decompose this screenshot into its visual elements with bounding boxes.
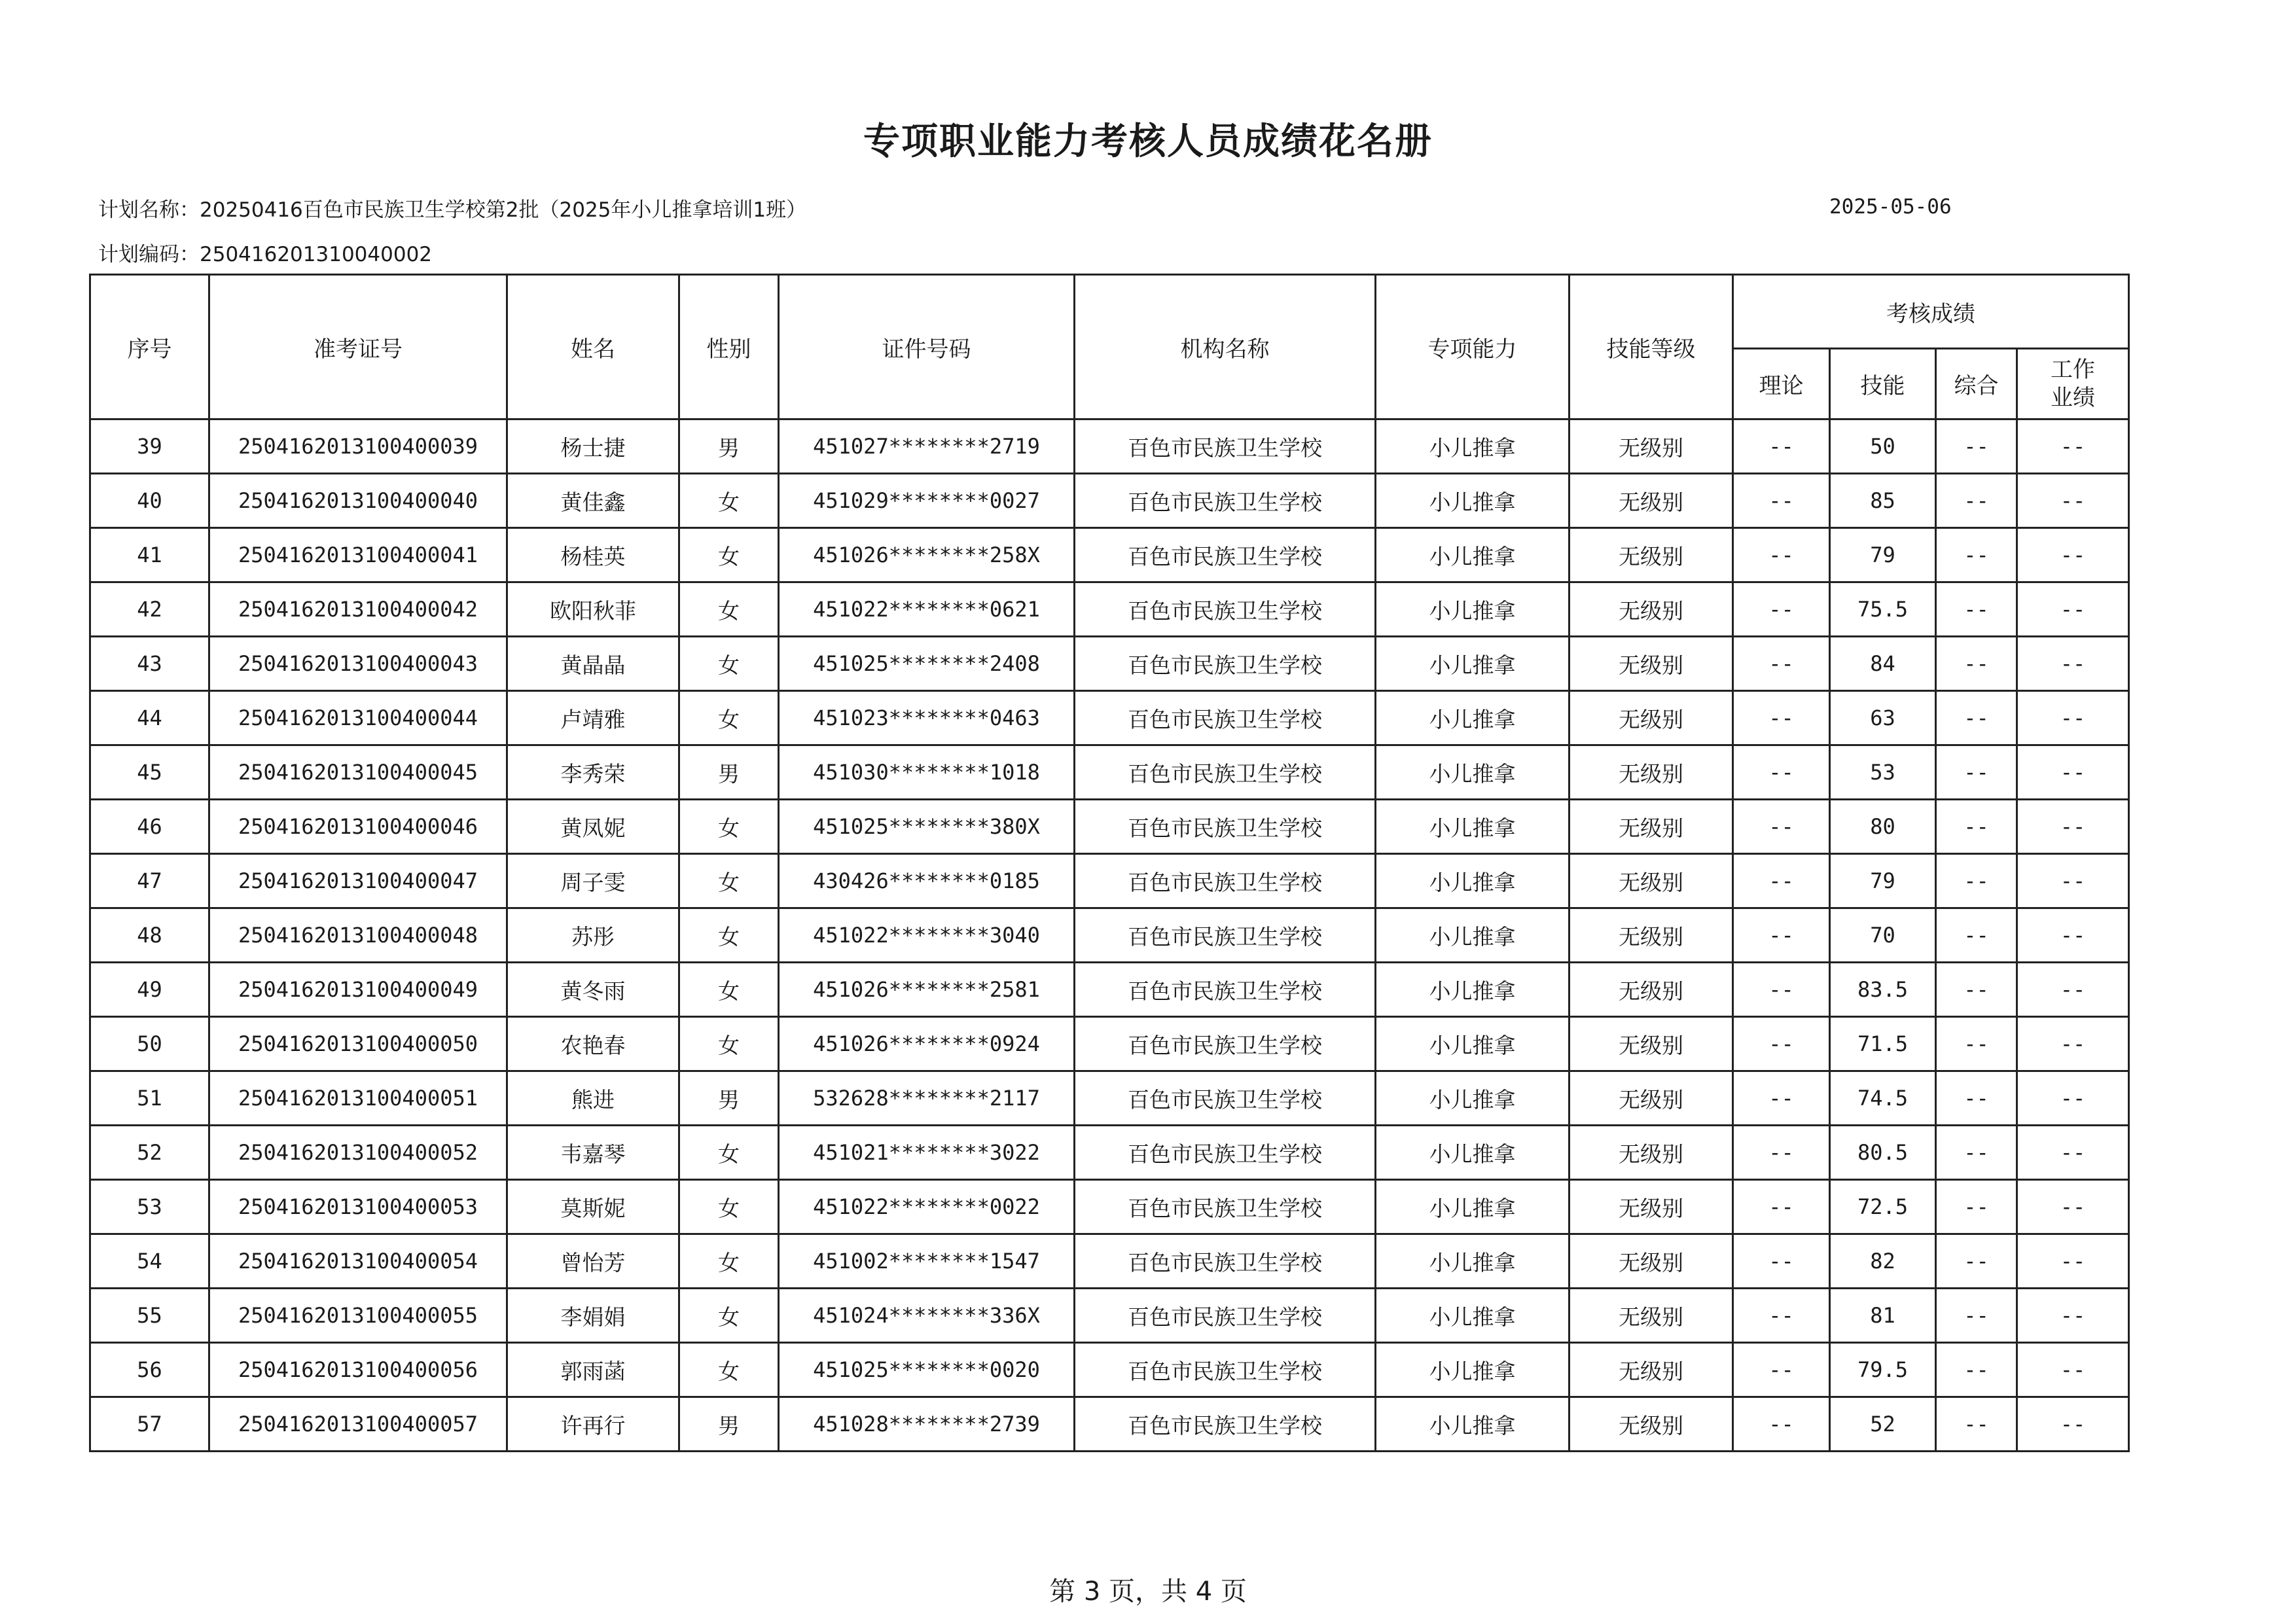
cell-overall: -- [1936,1071,2017,1126]
cell-gender: 女 [679,1017,779,1071]
cell-name: 郭雨菡 [507,1343,679,1397]
cell-name: 黄佳鑫 [507,474,679,528]
cell-skill-level: 无级别 [1570,1180,1733,1234]
cell-id-number: 451026********258X [779,528,1075,582]
cell-name: 欧阳秋菲 [507,582,679,637]
cell-practice: 63 [1830,691,1936,745]
header-id-number: 证件号码 [779,275,1075,419]
cell-work-performance: -- [2017,745,2129,800]
cell-skill-level: 无级别 [1570,854,1733,908]
cell-overall: -- [1936,691,2017,745]
cell-name: 李秀荣 [507,745,679,800]
cell-skill-level: 无级别 [1570,800,1733,854]
cell-gender: 女 [679,582,779,637]
cell-gender: 女 [679,1126,779,1180]
cell-practice: 80 [1830,800,1936,854]
cell-organization: 百色市民族卫生学校 [1075,800,1376,854]
cell-seq: 43 [90,637,209,691]
cell-ticket: 2504162013100400043 [209,637,507,691]
cell-name: 莫斯妮 [507,1180,679,1234]
cell-work-performance: -- [2017,1234,2129,1289]
cell-organization: 百色市民族卫生学校 [1075,1289,1376,1343]
cell-skill-level: 无级别 [1570,1289,1733,1343]
table-row [90,1234,2129,1289]
cell-gender: 女 [679,908,779,963]
cell-gender: 女 [679,854,779,908]
cell-id-number: 451026********0924 [779,1017,1075,1071]
cell-seq: 53 [90,1180,209,1234]
cell-theory: -- [1733,637,1830,691]
cell-work-performance: -- [2017,908,2129,963]
header-skill-level: 技能等级 [1570,275,1733,419]
cell-id-number: 451026********2581 [779,963,1075,1017]
header-special-skill: 专项能力 [1376,275,1570,419]
table-row [90,1180,2129,1234]
document-title: 专项职业能力考核人员成绩花名册 [863,120,1433,163]
cell-ticket: 2504162013100400041 [209,528,507,582]
header-gender: 性别 [679,275,779,419]
cell-organization: 百色市民族卫生学校 [1075,854,1376,908]
cell-gender: 男 [679,1071,779,1126]
header-name: 姓名 [507,275,679,419]
cell-overall: -- [1936,963,2017,1017]
cell-id-number: 451022********0022 [779,1180,1075,1234]
cell-theory: -- [1733,1234,1830,1289]
cell-special-skill: 小儿推拿 [1376,1180,1570,1234]
cell-seq: 44 [90,691,209,745]
table-row [90,745,2129,800]
cell-theory: -- [1733,1180,1830,1234]
cell-theory: -- [1733,908,1830,963]
cell-theory: -- [1733,1289,1830,1343]
header-work-line1: 工作 [2051,357,2095,383]
cell-ticket: 2504162013100400057 [209,1397,507,1452]
cell-ticket: 2504162013100400050 [209,1017,507,1071]
cell-work-performance: -- [2017,474,2129,528]
cell-seq: 41 [90,528,209,582]
cell-name: 黄凤妮 [507,800,679,854]
cell-practice: 71.5 [1830,1017,1936,1071]
plan-date: 2025-05-06 [1829,195,1952,219]
cell-theory: -- [1733,854,1830,908]
cell-work-performance: -- [2017,800,2129,854]
cell-seq: 56 [90,1343,209,1397]
cell-theory: -- [1733,800,1830,854]
header-work-line2: 业绩 [2051,384,2095,411]
cell-overall: -- [1936,1343,2017,1397]
cell-organization: 百色市民族卫生学校 [1075,528,1376,582]
cell-name: 熊进 [507,1071,679,1126]
cell-special-skill: 小儿推拿 [1376,800,1570,854]
table-row [90,854,2129,908]
cell-organization: 百色市民族卫生学校 [1075,963,1376,1017]
cell-id-number: 451025********0020 [779,1343,1075,1397]
cell-overall: -- [1936,528,2017,582]
cell-seq: 55 [90,1289,209,1343]
cell-organization: 百色市民族卫生学校 [1075,1071,1376,1126]
cell-ticket: 2504162013100400048 [209,908,507,963]
cell-ticket: 2504162013100400047 [209,854,507,908]
cell-special-skill: 小儿推拿 [1376,1397,1570,1452]
cell-theory: -- [1733,528,1830,582]
cell-gender: 女 [679,800,779,854]
table-row [90,1071,2129,1126]
cell-overall: -- [1936,1397,2017,1452]
cell-seq: 57 [90,1397,209,1452]
cell-ticket: 2504162013100400044 [209,691,507,745]
cell-work-performance: -- [2017,1126,2129,1180]
cell-work-performance: -- [2017,1343,2129,1397]
cell-theory: -- [1733,1071,1830,1126]
cell-practice: 53 [1830,745,1936,800]
cell-theory: -- [1733,1126,1830,1180]
roster-body [90,419,2129,1452]
cell-theory: -- [1733,474,1830,528]
cell-practice: 79.5 [1830,1343,1936,1397]
header-overall: 综合 [1936,349,2017,419]
cell-skill-level: 无级别 [1570,582,1733,637]
cell-practice: 72.5 [1830,1180,1936,1234]
cell-special-skill: 小儿推拿 [1376,1071,1570,1126]
cell-skill-level: 无级别 [1570,419,1733,474]
cell-theory: -- [1733,963,1830,1017]
cell-seq: 47 [90,854,209,908]
cell-theory: -- [1733,582,1830,637]
cell-overall: -- [1936,854,2017,908]
cell-work-performance: -- [2017,1397,2129,1452]
cell-work-performance: -- [2017,691,2129,745]
cell-skill-level: 无级别 [1570,1126,1733,1180]
cell-overall: -- [1936,1289,2017,1343]
cell-theory: -- [1733,1343,1830,1397]
cell-organization: 百色市民族卫生学校 [1075,908,1376,963]
cell-special-skill: 小儿推拿 [1376,1343,1570,1397]
cell-skill-level: 无级别 [1570,1234,1733,1289]
cell-skill-level: 无级别 [1570,474,1733,528]
cell-seq: 45 [90,745,209,800]
cell-overall: -- [1936,1234,2017,1289]
table-row [90,1397,2129,1452]
cell-overall: -- [1936,419,2017,474]
cell-organization: 百色市民族卫生学校 [1075,582,1376,637]
cell-work-performance: -- [2017,1180,2129,1234]
cell-special-skill: 小儿推拿 [1376,1126,1570,1180]
cell-organization: 百色市民族卫生学校 [1075,1017,1376,1071]
cell-id-number: 451021********3022 [779,1126,1075,1180]
cell-gender: 男 [679,1397,779,1452]
cell-gender: 女 [679,1289,779,1343]
cell-gender: 女 [679,1180,779,1234]
cell-seq: 50 [90,1017,209,1071]
cell-skill-level: 无级别 [1570,908,1733,963]
cell-id-number: 451029********0027 [779,474,1075,528]
cell-skill-level: 无级别 [1570,745,1733,800]
table-row [90,474,2129,528]
cell-name: 杨桂英 [507,528,679,582]
cell-ticket: 2504162013100400056 [209,1343,507,1397]
plan-name: 计划名称：20250416百色市民族卫生学校第2批（2025年小儿推拿培训1班） [98,198,807,222]
cell-overall: -- [1936,908,2017,963]
cell-id-number: 451022********0621 [779,582,1075,637]
table-row [90,691,2129,745]
cell-theory: -- [1733,745,1830,800]
cell-practice: 84 [1830,637,1936,691]
cell-ticket: 2504162013100400049 [209,963,507,1017]
cell-seq: 52 [90,1126,209,1180]
cell-special-skill: 小儿推拿 [1376,1234,1570,1289]
cell-id-number: 451024********336X [779,1289,1075,1343]
cell-special-skill: 小儿推拿 [1376,1017,1570,1071]
cell-name: 黄冬雨 [507,963,679,1017]
cell-special-skill: 小儿推拿 [1376,745,1570,800]
page-footer: 第 3 页，共 4 页 [1049,1577,1247,1607]
score-roster-table [89,274,2130,1452]
cell-theory: -- [1733,1397,1830,1452]
cell-seq: 54 [90,1234,209,1289]
cell-practice: 82 [1830,1234,1936,1289]
cell-practice: 74.5 [1830,1071,1936,1126]
cell-work-performance: -- [2017,1071,2129,1126]
cell-theory: -- [1733,691,1830,745]
cell-organization: 百色市民族卫生学校 [1075,745,1376,800]
cell-gender: 女 [679,963,779,1017]
cell-gender: 女 [679,474,779,528]
cell-name: 黄晶晶 [507,637,679,691]
cell-organization: 百色市民族卫生学校 [1075,691,1376,745]
cell-organization: 百色市民族卫生学校 [1075,1397,1376,1452]
cell-skill-level: 无级别 [1570,1397,1733,1452]
cell-id-number: 451022********3040 [779,908,1075,963]
cell-organization: 百色市民族卫生学校 [1075,637,1376,691]
cell-ticket: 2504162013100400039 [209,419,507,474]
cell-id-number: 451025********2408 [779,637,1075,691]
table-row [90,582,2129,637]
cell-practice: 70 [1830,908,1936,963]
cell-special-skill: 小儿推拿 [1376,474,1570,528]
cell-work-performance: -- [2017,1289,2129,1343]
cell-name: 杨士捷 [507,419,679,474]
cell-organization: 百色市民族卫生学校 [1075,1126,1376,1180]
cell-theory: -- [1733,1017,1830,1071]
cell-special-skill: 小儿推拿 [1376,854,1570,908]
cell-practice: 52 [1830,1397,1936,1452]
cell-practice: 80.5 [1830,1126,1936,1180]
cell-work-performance: -- [2017,1017,2129,1071]
header-work-performance [2017,349,2129,419]
table-row [90,908,2129,963]
cell-id-number: 451030********1018 [779,745,1075,800]
table-row [90,800,2129,854]
header-practice: 技能 [1830,349,1936,419]
cell-seq: 51 [90,1071,209,1126]
cell-practice: 79 [1830,528,1936,582]
cell-name: 韦嘉琴 [507,1126,679,1180]
cell-special-skill: 小儿推拿 [1376,419,1570,474]
cell-id-number: 532628********2117 [779,1071,1075,1126]
header-ticket: 准考证号 [209,275,507,419]
cell-name: 周子雯 [507,854,679,908]
table-row [90,1343,2129,1397]
cell-overall: -- [1936,745,2017,800]
cell-practice: 79 [1830,854,1936,908]
header-assessment-scores: 考核成绩 [1733,275,2129,349]
cell-gender: 女 [679,691,779,745]
cell-name: 李娟娟 [507,1289,679,1343]
header-organization: 机构名称 [1075,275,1376,419]
cell-skill-level: 无级别 [1570,637,1733,691]
cell-skill-level: 无级别 [1570,528,1733,582]
plan-code: 计划编码：250416201310040002 [98,243,433,266]
cell-overall: -- [1936,637,2017,691]
cell-work-performance: -- [2017,637,2129,691]
header-theory: 理论 [1733,349,1830,419]
cell-theory: -- [1733,419,1830,474]
cell-ticket: 2504162013100400053 [209,1180,507,1234]
cell-ticket: 2504162013100400052 [209,1126,507,1180]
cell-id-number: 451023********0463 [779,691,1075,745]
cell-gender: 男 [679,745,779,800]
cell-work-performance: -- [2017,528,2129,582]
cell-ticket: 2504162013100400051 [209,1071,507,1126]
cell-gender: 女 [679,528,779,582]
cell-organization: 百色市民族卫生学校 [1075,1343,1376,1397]
cell-work-performance: -- [2017,582,2129,637]
cell-work-performance: -- [2017,419,2129,474]
cell-overall: -- [1936,800,2017,854]
cell-seq: 39 [90,419,209,474]
cell-overall: -- [1936,1017,2017,1071]
cell-name: 卢靖雅 [507,691,679,745]
cell-practice: 81 [1830,1289,1936,1343]
table-row [90,528,2129,582]
cell-skill-level: 无级别 [1570,963,1733,1017]
cell-skill-level: 无级别 [1570,1017,1733,1071]
cell-practice: 50 [1830,419,1936,474]
cell-overall: -- [1936,1180,2017,1234]
cell-overall: -- [1936,582,2017,637]
cell-seq: 48 [90,908,209,963]
cell-ticket: 2504162013100400040 [209,474,507,528]
cell-skill-level: 无级别 [1570,691,1733,745]
cell-special-skill: 小儿推拿 [1376,691,1570,745]
cell-seq: 40 [90,474,209,528]
table-row [90,1017,2129,1071]
cell-organization: 百色市民族卫生学校 [1075,1180,1376,1234]
cell-seq: 49 [90,963,209,1017]
cell-practice: 75.5 [1830,582,1936,637]
cell-id-number: 451002********1547 [779,1234,1075,1289]
cell-id-number: 451028********2739 [779,1397,1075,1452]
cell-gender: 女 [679,637,779,691]
cell-gender: 男 [679,419,779,474]
cell-name: 苏彤 [507,908,679,963]
cell-ticket: 2504162013100400055 [209,1289,507,1343]
cell-ticket: 2504162013100400046 [209,800,507,854]
cell-organization: 百色市民族卫生学校 [1075,1234,1376,1289]
cell-special-skill: 小儿推拿 [1376,637,1570,691]
cell-special-skill: 小儿推拿 [1376,963,1570,1017]
cell-skill-level: 无级别 [1570,1343,1733,1397]
cell-ticket: 2504162013100400054 [209,1234,507,1289]
cell-id-number: 430426********0185 [779,854,1075,908]
cell-work-performance: -- [2017,854,2129,908]
cell-gender: 女 [679,1343,779,1397]
cell-id-number: 451025********380X [779,800,1075,854]
table-row [90,1289,2129,1343]
cell-special-skill: 小儿推拿 [1376,908,1570,963]
cell-ticket: 2504162013100400042 [209,582,507,637]
cell-overall: -- [1936,1126,2017,1180]
table-row [90,419,2129,474]
cell-id-number: 451027********2719 [779,419,1075,474]
cell-name: 农艳春 [507,1017,679,1071]
cell-skill-level: 无级别 [1570,1071,1733,1126]
cell-organization: 百色市民族卫生学校 [1075,474,1376,528]
cell-special-skill: 小儿推拿 [1376,582,1570,637]
cell-special-skill: 小儿推拿 [1376,528,1570,582]
table-row [90,637,2129,691]
cell-special-skill: 小儿推拿 [1376,1289,1570,1343]
header-seq: 序号 [90,275,209,419]
cell-ticket: 2504162013100400045 [209,745,507,800]
table-row [90,963,2129,1017]
cell-name: 曾怡芳 [507,1234,679,1289]
cell-practice: 85 [1830,474,1936,528]
cell-gender: 女 [679,1234,779,1289]
cell-organization: 百色市民族卫生学校 [1075,419,1376,474]
cell-seq: 46 [90,800,209,854]
table-row [90,1126,2129,1180]
cell-seq: 42 [90,582,209,637]
cell-name: 许再行 [507,1397,679,1452]
cell-practice: 83.5 [1830,963,1936,1017]
cell-overall: -- [1936,474,2017,528]
cell-work-performance: -- [2017,963,2129,1017]
